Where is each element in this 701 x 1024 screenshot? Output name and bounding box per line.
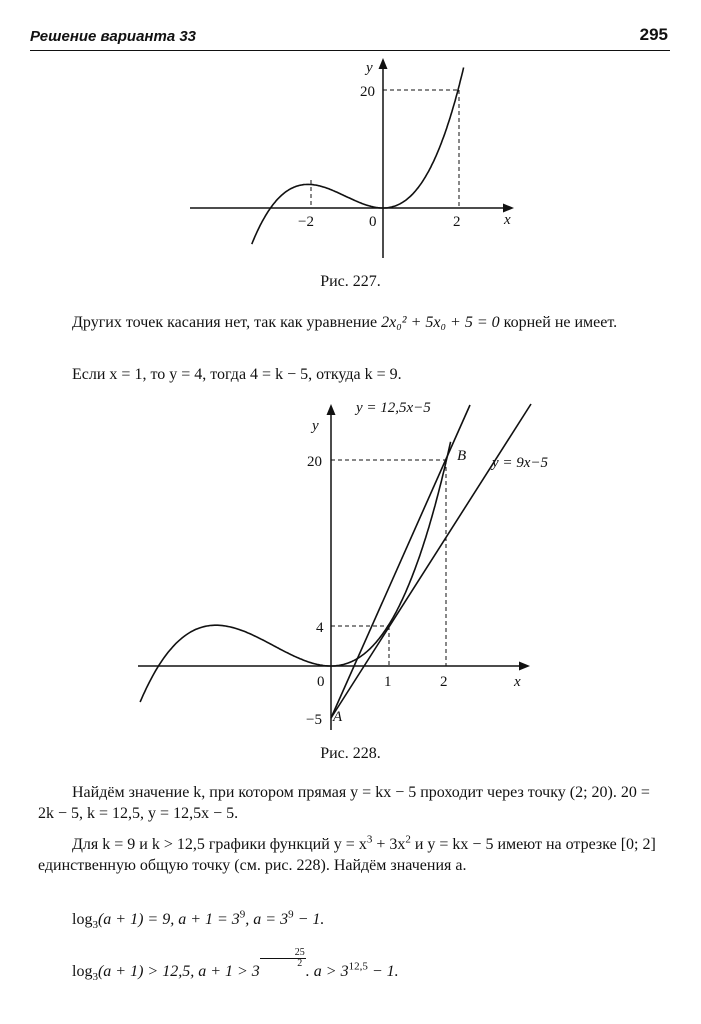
x-tick-0: 0 (317, 674, 325, 690)
exponent: 9 (239, 908, 246, 921)
figure-228 (0, 390, 701, 740)
log-head: log (72, 963, 93, 980)
point-a-label: A (333, 709, 343, 725)
paragraph-x-equals-1: Если x = 1, то y = 4, тогда 4 = k − 5, откуда k = 9. (72, 366, 402, 383)
equation-text: . a > 3 (305, 963, 349, 980)
cubic-curve (252, 68, 464, 245)
x-tick-2: 2 (440, 674, 448, 690)
exponent: 12,5 (348, 960, 368, 973)
equation-text: (a + 1) = 9, a + 1 = 3 (97, 911, 240, 928)
paragraph-no-other-tangents (38, 312, 668, 333)
y-axis-arrow (379, 58, 388, 69)
running-title: Решение варианта 33 (30, 28, 197, 45)
label-line-tangent: y = 9x−5 (492, 455, 549, 471)
y-axis-arrow (327, 404, 336, 415)
inline-equation: 2x₀² + 5x₀ + 5 = 0 (381, 314, 500, 331)
equation-text: , a = 3 (245, 911, 289, 928)
exponent: 3 (366, 833, 373, 846)
exponent: 2 (405, 833, 411, 846)
equation-text: − 1. (367, 963, 399, 980)
y-axis-label: y (366, 60, 373, 76)
y-axis-label: y (312, 418, 319, 434)
running-header (30, 22, 670, 51)
fraction-numerator: 25 (260, 948, 306, 959)
exponent: 9 (288, 908, 294, 921)
label-line-steep: y = 12,5x−5 (356, 400, 431, 416)
y-tick-20: 20 (360, 84, 375, 100)
equation-text: (a + 1) > 12,5, a + 1 > 3 (97, 963, 260, 980)
point-b-label: B (457, 448, 467, 464)
x-tick-0: 0 (369, 214, 377, 230)
x-tick-neg2: −2 (298, 214, 314, 230)
figure-227-caption: Рис. 227. (320, 273, 381, 290)
log-base: 3 (92, 971, 98, 984)
x-tick-2: 2 (453, 214, 461, 230)
page-number: 295 (639, 25, 668, 44)
x-axis-label: x (514, 674, 521, 690)
x-tick-1: 1 (384, 674, 392, 690)
y-tick-4: 4 (316, 620, 324, 636)
paragraph-text: и y = kx − 5 имеют на отрезке [0; 2] единственную общую точку (см. рис. 228). Найдём значения a. (38, 836, 656, 874)
paragraph-common-point (38, 834, 668, 876)
paragraph-text: корней не имеет. (503, 314, 618, 331)
equation-text: − 1. (293, 911, 325, 928)
cubic-curve (140, 442, 451, 702)
paragraph-find-k: Найдём значение k, при котором прямая y = kx − 5 проходит через точку (2; 20). 20 = 2k − 5, k = 12,5, y = 12,5x − 5. (38, 784, 650, 822)
equation-line-2 (38, 948, 668, 982)
exponent-fraction (260, 948, 306, 969)
paragraph-text: Для k = 9 и k > 12,5 графики функций y = x (72, 836, 367, 853)
equation-line-1 (38, 909, 668, 930)
log-base: 3 (92, 919, 98, 932)
y-tick-20: 20 (307, 454, 322, 470)
figure-228-caption: Рис. 228. (320, 745, 381, 762)
line-steep-12-5x (331, 405, 470, 718)
fraction-denominator: 2 (297, 958, 303, 969)
x-axis-label: x (504, 212, 511, 228)
paragraph-text: Других точек касания нет, так как уравнение (72, 314, 378, 331)
y-tick-neg5: −5 (306, 712, 322, 728)
paragraph-text: + 3x (372, 836, 406, 853)
log-head: log (72, 911, 93, 928)
line-tangent-9x (331, 404, 531, 718)
x-axis-arrow (519, 662, 530, 671)
